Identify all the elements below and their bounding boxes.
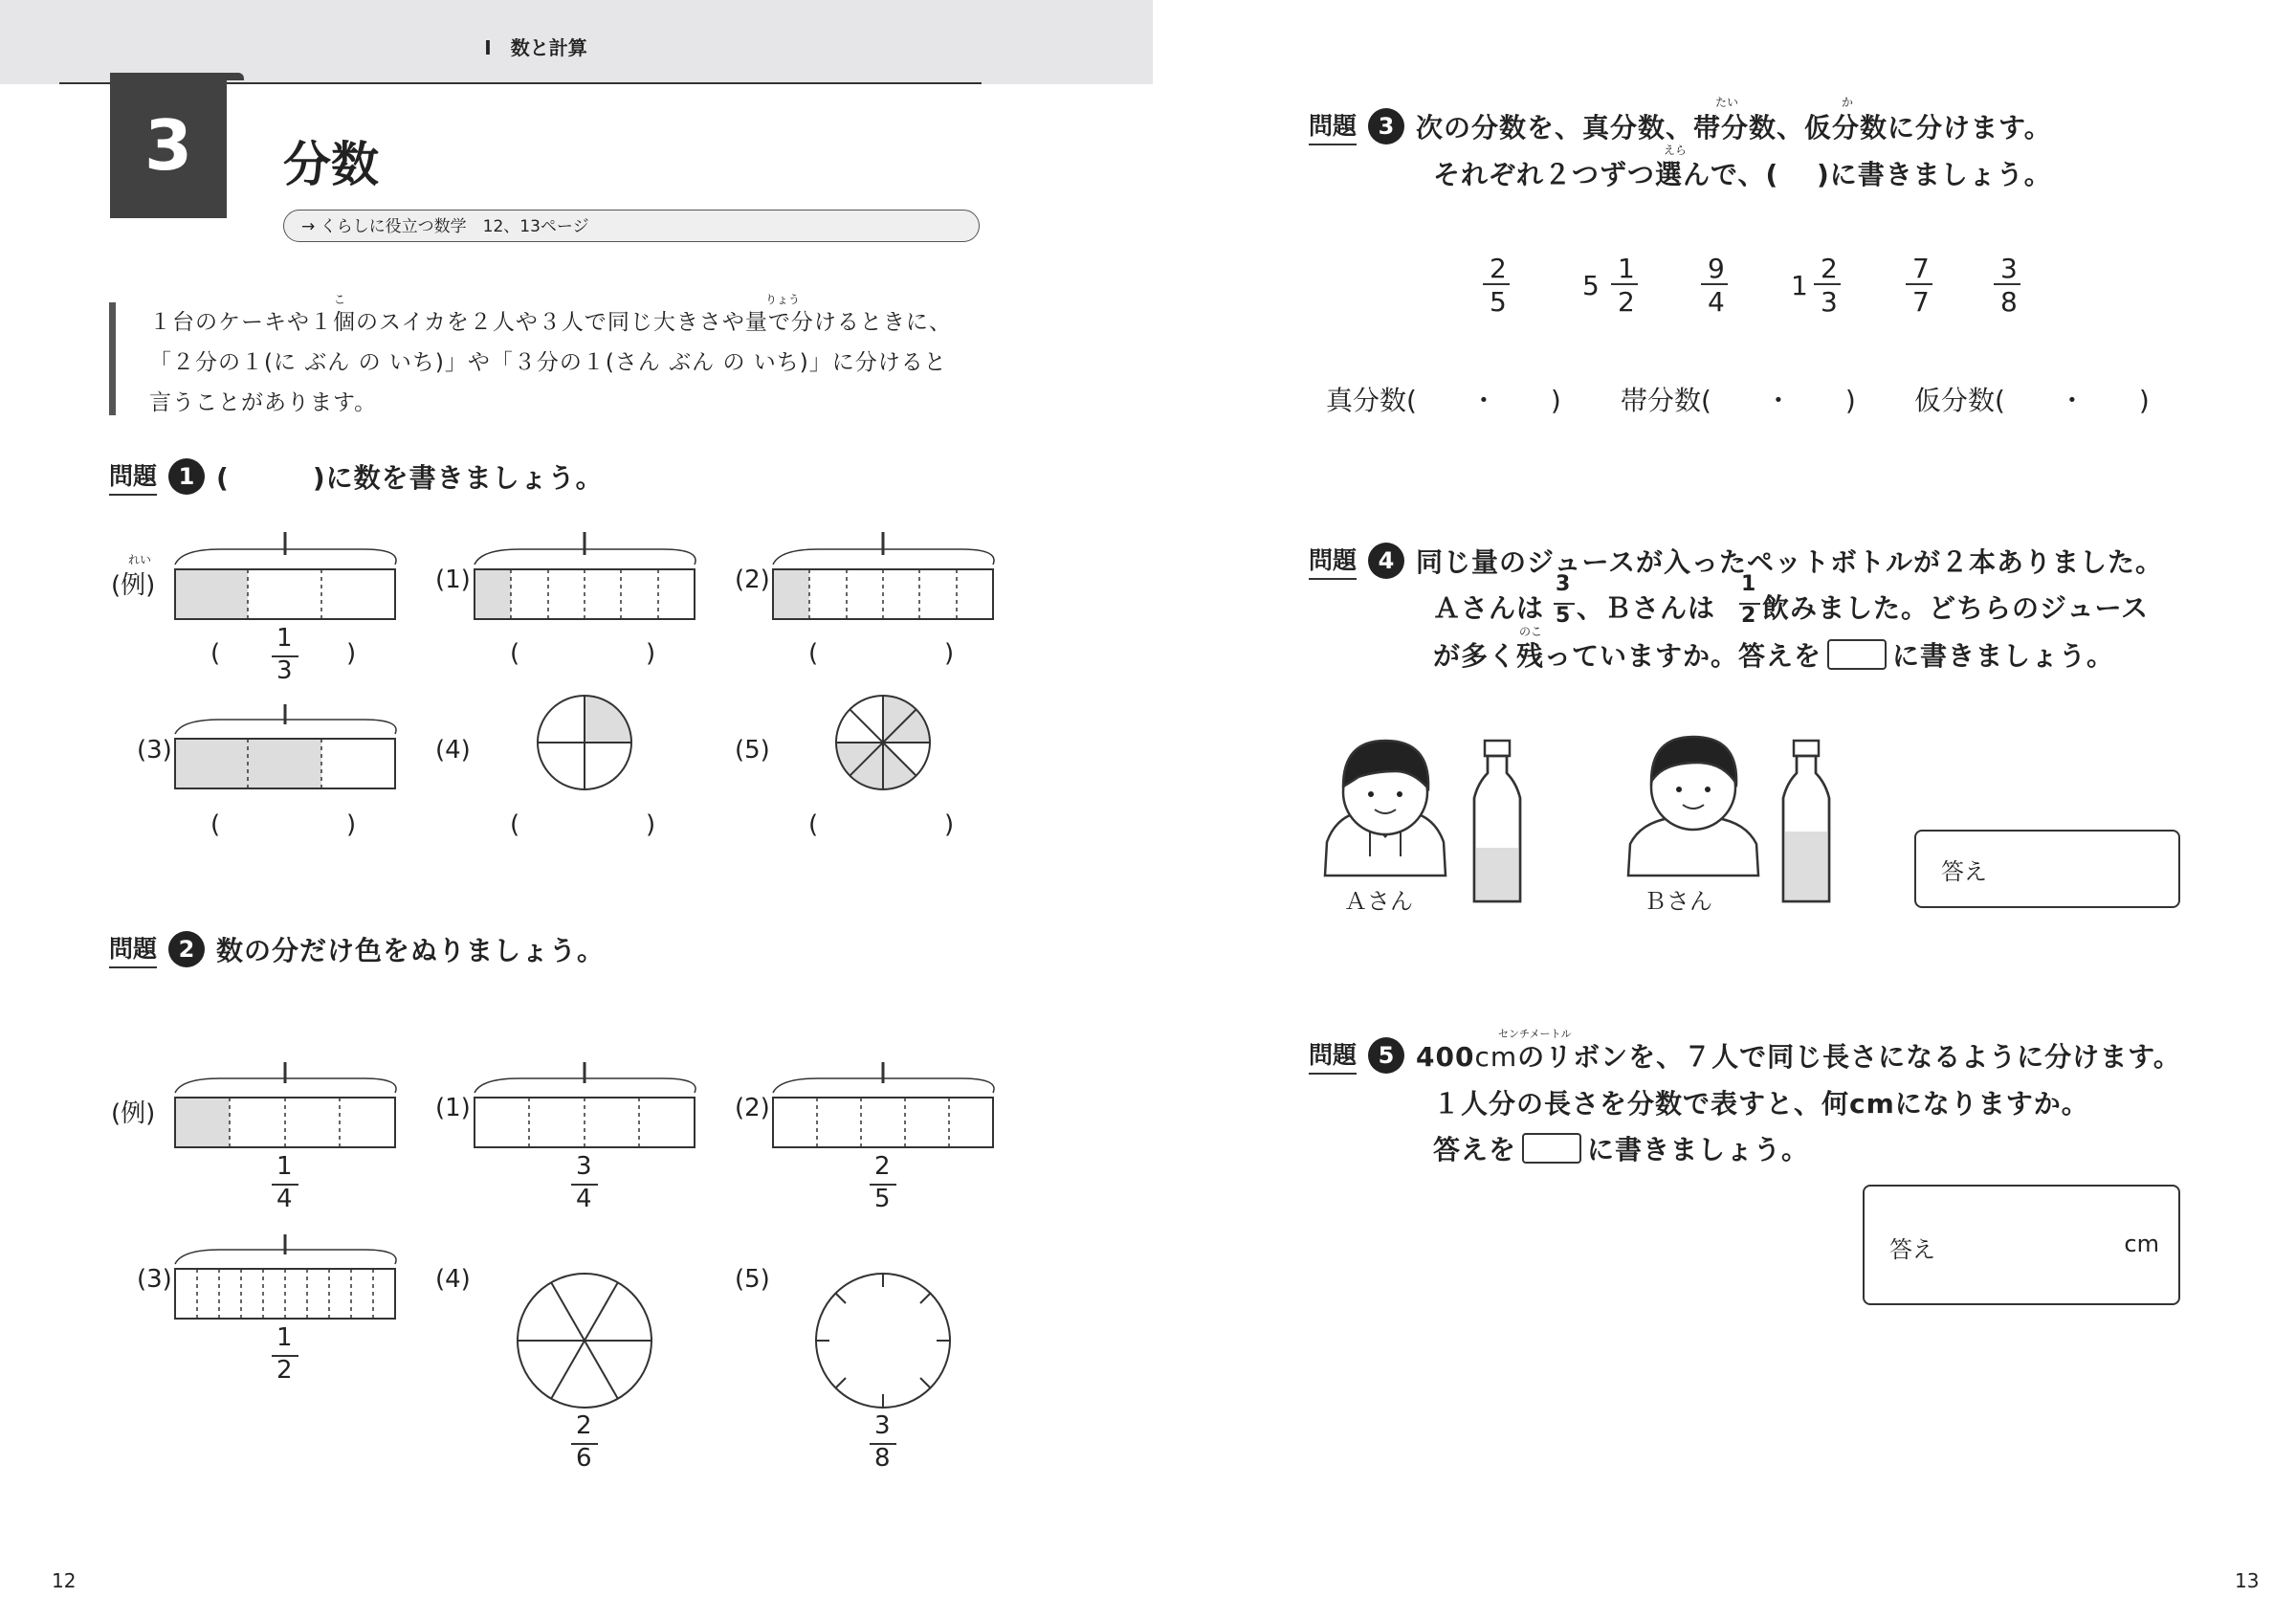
q3-frac5-num: 7 [1912, 253, 1930, 284]
q5-inline-box [1522, 1133, 1581, 1164]
q2-item3-num: 1 [276, 1323, 293, 1352]
q4-ruby-noko: のこ [1519, 625, 1543, 638]
q3-frac3-num: 9 [1708, 253, 1725, 284]
person-b-label: Ｂさん [1644, 888, 1712, 915]
q1-item1-paren-close: ) [646, 639, 656, 668]
q4-line-2c: 飲みました。どちらのジュース [1762, 592, 2150, 624]
q3-frac1-num: 2 [1490, 253, 1507, 284]
q3-frac2-whole: 5 [1582, 270, 1600, 301]
q1-item4-paren-open[interactable]: ( [510, 810, 520, 839]
q2-item5-num: 3 [874, 1411, 891, 1440]
q4-answer-label: 答え [1941, 858, 1987, 885]
person-a-label: Ａさん [1344, 888, 1413, 915]
q3-answer-improper[interactable]: 仮分数( ・ ) [1914, 385, 2150, 416]
q1-item3-paren-close: ) [346, 810, 357, 839]
q4-line-3a: が多く残っていますか。答えを [1433, 640, 1822, 672]
q4-answer-box[interactable] [1914, 830, 2180, 908]
q3-frac6-den: 8 [2000, 286, 2018, 318]
q4-line-3 [1433, 635, 2114, 674]
q4-heading [1309, 542, 2163, 580]
q3-label: 問題 [1309, 107, 1357, 145]
q1-label: 問題 [109, 457, 157, 496]
intro-line-1: １台のケーキや１個のスイカを２人や３人で同じ大きさや量で分けるときに、 [149, 310, 952, 335]
q5-answer-unit: cm [2124, 1231, 2159, 1257]
section-number: 3 [110, 73, 227, 218]
q3-frac2-den: 2 [1618, 286, 1635, 318]
q2-item3-den: 2 [276, 1356, 293, 1385]
q4-frac-b-num: 1 [1741, 572, 1756, 596]
q3-frac6-num: 3 [2000, 253, 2018, 284]
q2-item1-num: 3 [576, 1152, 592, 1181]
intro-ruby-ryou: りょう [765, 293, 801, 306]
q2-item5-label: (5) [735, 1265, 770, 1294]
q1-ex-ruby: れい [128, 553, 152, 566]
q5-answer-box[interactable] [1863, 1185, 2180, 1305]
q2-ex-num: 1 [276, 1152, 293, 1181]
q1-item3-paren-open[interactable]: ( [210, 810, 221, 839]
q1-number: 1 [168, 458, 205, 495]
q2-ex-den: 4 [276, 1185, 293, 1213]
q1-item4-paren-close: ) [646, 810, 656, 839]
q2-item4-den: 6 [576, 1444, 592, 1473]
q4-frac-a-num: 3 [1556, 572, 1571, 596]
q5-line-1b: のリボンを、７人で同じ長さになるように分けます。 [1517, 1041, 2181, 1073]
q2-text: 数の分だけ色をぬりましょう。 [216, 935, 606, 966]
q3-number: 3 [1368, 108, 1404, 144]
q1-item1-paren-open[interactable]: ( [510, 639, 520, 668]
q3-frac4-den: 3 [1821, 286, 1838, 318]
q3-frac1-den: 5 [1490, 286, 1507, 318]
q5-line-1a: 400 [1416, 1041, 1475, 1073]
q2-number: 2 [168, 931, 205, 967]
intro-line-2: 「２分の１(に ぶん の いち)」や「３分の１(さん ぶん の いち)」に分けると [149, 350, 947, 375]
q1-item5-paren-close: ) [944, 810, 955, 839]
q1-ex-paren-close: ) [346, 639, 357, 668]
q2-ex-label: (例) [111, 1099, 156, 1128]
q5-line-3a: 答えを [1433, 1134, 1517, 1165]
q3-frac4-num: 2 [1821, 253, 1838, 284]
q2-item1-label: (1) [435, 1094, 471, 1122]
q4-line-3b: に書きましょう。 [1892, 640, 2115, 672]
reference-note: → くらしに役立つ数学 12、13ページ [283, 210, 980, 242]
q5-ruby-cm: センチメートル [1498, 1028, 1572, 1040]
q1-item4-label: (4) [435, 736, 471, 765]
q4-frac-b-den: 2 [1741, 604, 1756, 628]
q1-item2-paren-open[interactable]: ( [808, 639, 819, 668]
q5-label: 問題 [1309, 1036, 1357, 1075]
q5-unit-cm: cm [1474, 1041, 1518, 1073]
intro-line-3: 言うことがあります。 [149, 390, 378, 415]
q2-item4-num: 2 [576, 1411, 592, 1440]
q1-item5-paren-open[interactable]: ( [808, 810, 819, 839]
q3-line-2: それぞれ２つずつ選んで、( )に書きましょう。 [1433, 159, 2052, 190]
q3-line-1: 次の分数を、真分数、帯分数、仮分数に分けます。 [1416, 112, 2052, 144]
q1-item1-label: (1) [435, 566, 471, 594]
bottle-b [1783, 741, 1829, 901]
q5-heading [1309, 1036, 2181, 1075]
q3-frac2-num: 1 [1618, 253, 1635, 284]
q4-line-2b: 、Ｂさんは [1577, 592, 1716, 624]
q1-ex-num: 1 [276, 624, 293, 653]
q2-item2-den: 5 [874, 1185, 891, 1213]
q5-line-3 [1433, 1129, 1809, 1167]
q1-text: ( )に数を書きましょう。 [216, 462, 604, 494]
q4-label: 問題 [1309, 542, 1357, 580]
q3-ruby-era: えら [1664, 144, 1688, 157]
q1-item5-label: (5) [735, 736, 770, 765]
person-a-illustration [1325, 741, 1446, 876]
person-b-illustration [1628, 737, 1758, 876]
q2-item3-label: (3) [137, 1265, 172, 1294]
q5-answer-label: 答え [1889, 1236, 1935, 1263]
page-number-left: 12 [52, 1569, 77, 1592]
chapter-title: Ⅰ 数と計算 [484, 36, 587, 59]
page-number-right: 13 [2235, 1569, 2260, 1592]
q1-ex-label: (例) [111, 571, 156, 600]
q4-frac-a-den: 5 [1556, 604, 1571, 628]
q1-item2-paren-close: ) [944, 639, 955, 668]
q4-line-1: 同じ量のジュースが入ったペットボトルが２本ありました。 [1416, 546, 2164, 578]
q3-answer-proper[interactable]: 真分数( ・ ) [1326, 385, 1561, 416]
q2-label: 問題 [109, 930, 157, 968]
bottle-a [1474, 741, 1520, 901]
q3-ruby-ka: か [1842, 96, 1854, 109]
q3-frac5-den: 7 [1912, 286, 1930, 318]
q3-frac3-den: 4 [1708, 286, 1725, 318]
q3-frac4-whole: 1 [1791, 270, 1808, 301]
q5-number: 5 [1368, 1037, 1404, 1074]
q1-item3-label: (3) [137, 736, 172, 765]
q5-line-1 [1416, 1036, 2181, 1075]
q4-inline-box [1827, 639, 1887, 670]
q2-item2-num: 2 [874, 1152, 891, 1181]
q2-item1-den: 4 [576, 1185, 592, 1213]
q2-item2-label: (2) [735, 1094, 770, 1122]
q2-heading [109, 930, 605, 968]
q1-ex-paren-open: ( [210, 639, 221, 668]
q3-ruby-tai: たい [1715, 96, 1739, 109]
section-title: 分数 [283, 137, 379, 192]
q2-item5-den: 8 [874, 1444, 891, 1473]
right-figures [1153, 0, 2296, 1620]
q2-item4-label: (4) [435, 1265, 471, 1294]
q4-number: 4 [1368, 543, 1404, 579]
intro-ruby-ko: こ [334, 293, 346, 306]
q1-item2-label: (2) [735, 566, 770, 594]
q5-line-3b: に書きましょう。 [1587, 1134, 1810, 1165]
q4-line-2a: Ａさんは [1433, 592, 1545, 624]
q3-answer-mixed[interactable]: 帯分数( ・ ) [1621, 385, 1856, 416]
q5-line-2: １人分の長さを分数で表すと、何cmになりますか。 [1433, 1088, 2089, 1120]
q1-ex-den: 3 [276, 656, 293, 685]
